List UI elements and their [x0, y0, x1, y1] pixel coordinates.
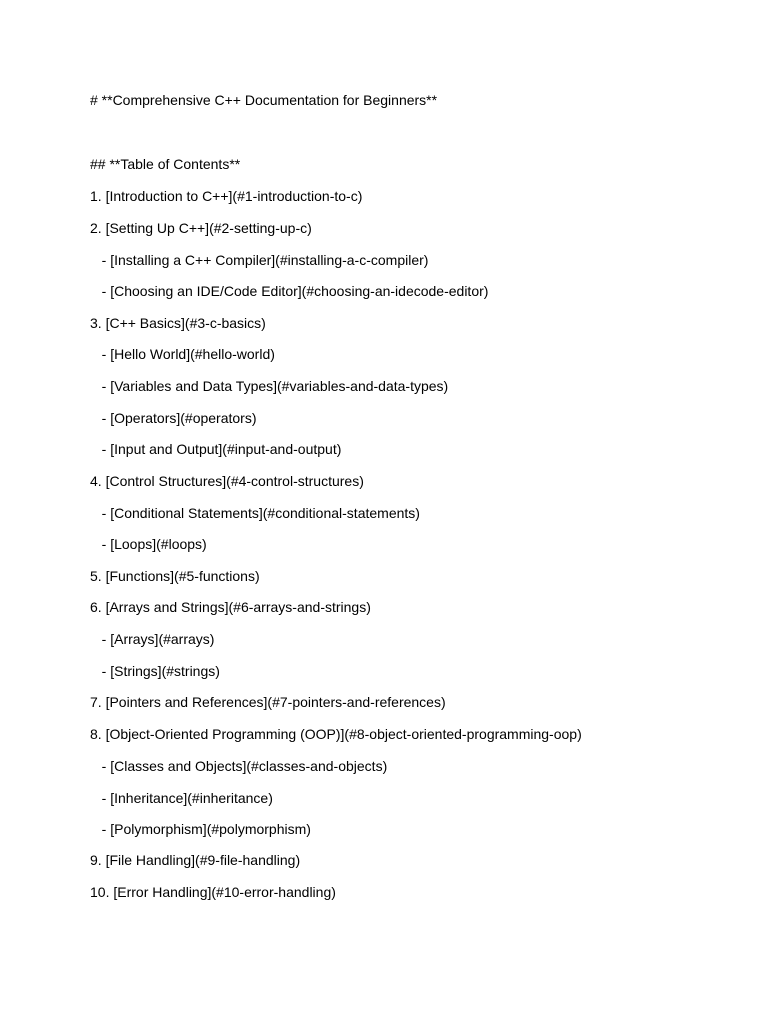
toc-subitem: - [Polymorphism](#polymorphism)	[90, 821, 311, 837]
toc-subitem: - [Variables and Data Types](#variables-and-data-types)	[90, 378, 449, 394]
toc-subitem: - [Inheritance](#inheritance)	[90, 790, 273, 806]
toc-subitem: - [Operators](#operators)	[90, 410, 257, 426]
toc-subitem: - [Loops](#loops)	[90, 536, 207, 552]
toc-subitem: - [Arrays](#arrays)	[90, 631, 215, 647]
toc-subitem: - [Installing a C++ Compiler](#installing-a-c-compiler)	[90, 252, 429, 268]
toc-item: 4. [Control Structures](#4-control-structures)	[90, 473, 364, 489]
toc-subitem: - [Strings](#strings)	[90, 663, 220, 679]
toc-subitem: - [Input and Output](#input-and-output)	[90, 441, 342, 457]
toc-item: 3. [C++ Basics](#3-c-basics)	[90, 315, 266, 331]
toc-subitem: - [Choosing an IDE/Code Editor](#choosing-an-idecode-editor)	[90, 283, 489, 299]
toc-item: 6. [Arrays and Strings](#6-arrays-and-strings)	[90, 599, 371, 615]
toc-item: 5. [Functions](#5-functions)	[90, 568, 260, 584]
toc-subitem: - [Hello World](#hello-world)	[90, 346, 275, 362]
toc-item: 10. [Error Handling](#10-error-handling)	[90, 884, 336, 900]
toc-item: 1. [Introduction to C++](#1-introduction-to-c)	[90, 188, 363, 204]
toc-heading: ## **Table of Contents**	[90, 156, 241, 172]
toc-item: 7. [Pointers and References](#7-pointers-and-references)	[90, 694, 446, 710]
toc-item: 2. [Setting Up C++](#2-setting-up-c)	[90, 220, 312, 236]
toc-subitem: - [Classes and Objects](#classes-and-objects)	[90, 758, 388, 774]
toc-item: 9. [File Handling](#9-file-handling)	[90, 852, 301, 868]
toc-item: 8. [Object-Oriented Programming (OOP)](#8-object-oriented-programming-oop)	[90, 726, 582, 742]
document-title: # **Comprehensive C++ Documentation for Beginners**	[90, 92, 438, 108]
toc-subitem: - [Conditional Statements](#conditional-statements)	[90, 505, 420, 521]
